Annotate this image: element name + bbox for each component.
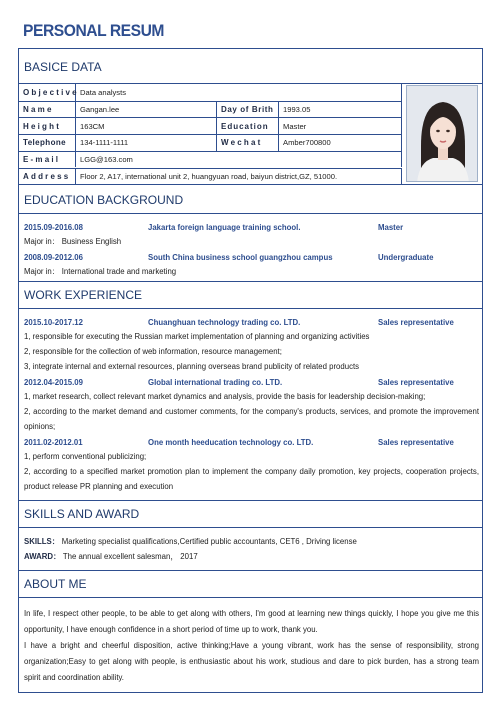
skills-heading: SKILLS AND AWARD <box>24 507 140 521</box>
edu-school: Jakarta foreign language training school. <box>148 223 301 232</box>
wechat-label: Wechat <box>217 135 279 151</box>
phone-row <box>19 134 402 151</box>
phone-label: Telephone <box>19 135 76 151</box>
education-value: Master <box>279 118 402 134</box>
basic-data-header <box>19 49 482 84</box>
work-duty: 1, market research, collect relevant market dynamics and analysis, provide the basis for leadership decision-making; <box>24 392 426 401</box>
work-company: One month heeducation technology co. LTD. <box>148 438 314 447</box>
email-row <box>19 151 402 168</box>
edu-date: 2015.09-2016.08 <box>24 223 83 232</box>
work-heading: WORK EXPERIENCE <box>24 288 143 302</box>
work-duty: 2, according to the market demand and customer comments, for the company's products, services, and promote the improvement opinions; <box>24 407 479 431</box>
edu-degree: Master <box>378 223 404 232</box>
education-heading: EDUCATION BACKGROUND <box>24 193 184 207</box>
about-header <box>19 570 482 598</box>
height-value: 163CM <box>76 118 217 134</box>
work-date: 2012.04-2015.09 <box>24 378 83 387</box>
work-date: 2015.10-2017.12 <box>24 318 83 327</box>
work-duty: 3, integrate internal and external resources, planning overseas brand publicity of related products <box>24 362 360 371</box>
edu-school: South China business school guangzhou campus <box>148 253 333 262</box>
basic-data-heading: BASICE DATA <box>24 60 102 74</box>
address-value: Floor 2, A17, international unit 2, huangyuan road, baiyun district,GZ, 51000. <box>76 169 402 185</box>
height-row <box>19 117 402 134</box>
work-header <box>19 281 482 309</box>
portrait-image <box>407 86 478 182</box>
work-company: Global international trading co. LTD. <box>148 378 283 387</box>
work-role: Sales representative <box>378 378 454 387</box>
edu-degree: Undergraduate <box>378 253 434 262</box>
work-role: Sales representative <box>378 318 454 327</box>
objective-label: Objective <box>19 84 76 101</box>
edu-date: 2008.09-2012.06 <box>24 253 83 262</box>
resume-frame <box>18 48 483 693</box>
work-duty: 1, perform conventional publicizing; <box>24 452 147 461</box>
name-label: Name <box>19 102 76 118</box>
award-value: The annual excellent salesman， 2017 <box>62 552 198 561</box>
work-duty: 2, responsible for the collection of web information, resource management; <box>24 347 282 356</box>
skills-label: SKILLS： <box>24 537 60 546</box>
address-label: Address <box>19 169 76 185</box>
award-label: AWARD： <box>24 552 61 561</box>
skills-line <box>24 535 479 550</box>
about-heading: ABOUT ME <box>24 577 87 591</box>
objective-value: Data analysts <box>76 84 402 101</box>
dob-value: 1993.05 <box>279 102 402 118</box>
skills-value: Marketing specialist qualifications,Certified public accountants, CET6 , Driving license <box>61 537 357 546</box>
height-label: Height <box>19 118 76 134</box>
work-duty: 1, responsible for executing the Russian market implementation of planning and organizing activities <box>24 332 370 341</box>
profile-photo <box>406 85 478 182</box>
email-label: E-mail <box>19 152 76 168</box>
work-company: Chuanghuan technology trading co. LTD. <box>148 318 301 327</box>
about-paragraph-2: I have a bright and cheerful disposition, active thinking;Have a young vibrant, work has the sense of responsibility, strong organization;Easy to get along with people, is enthusiastic about his work, studious and dare to pick burden, has a strong team spirit and coordination ability. <box>24 641 479 682</box>
about-paragraph-1: In life, I respect other people, to be able to get along with others, I'm good at learning new things quickly, I hope you give me this opportunity, I have enough confidence in a short period of time up to work, thank you. <box>24 609 479 634</box>
wechat-value: Amber700800 <box>279 135 402 151</box>
dob-label: Day of Brith <box>217 102 279 118</box>
name-value: Gangan.lee <box>76 102 217 118</box>
skills-header <box>19 500 482 528</box>
work-date: 2011.02-2012.01 <box>24 438 83 447</box>
resume-title: PERSONAL RESUM <box>23 21 165 40</box>
address-row <box>19 168 402 185</box>
name-row <box>19 101 402 118</box>
award-line <box>24 550 479 565</box>
edu-major: Major in： International trade and marketing <box>24 267 177 276</box>
education-header <box>19 184 482 214</box>
objective-row <box>19 84 402 101</box>
work-role: Sales representative <box>378 438 454 447</box>
phone-value: 134-1111-1111 <box>76 135 217 151</box>
education-label: Education <box>217 118 279 134</box>
email-value: LGG@163.com <box>76 152 402 168</box>
work-duty: 2, according to a specified market promotion plan to implement the company daily promotion, key projects, cooperation projects, product release PR planning and execution <box>24 467 479 491</box>
edu-major: Major in： Business English <box>24 237 122 246</box>
